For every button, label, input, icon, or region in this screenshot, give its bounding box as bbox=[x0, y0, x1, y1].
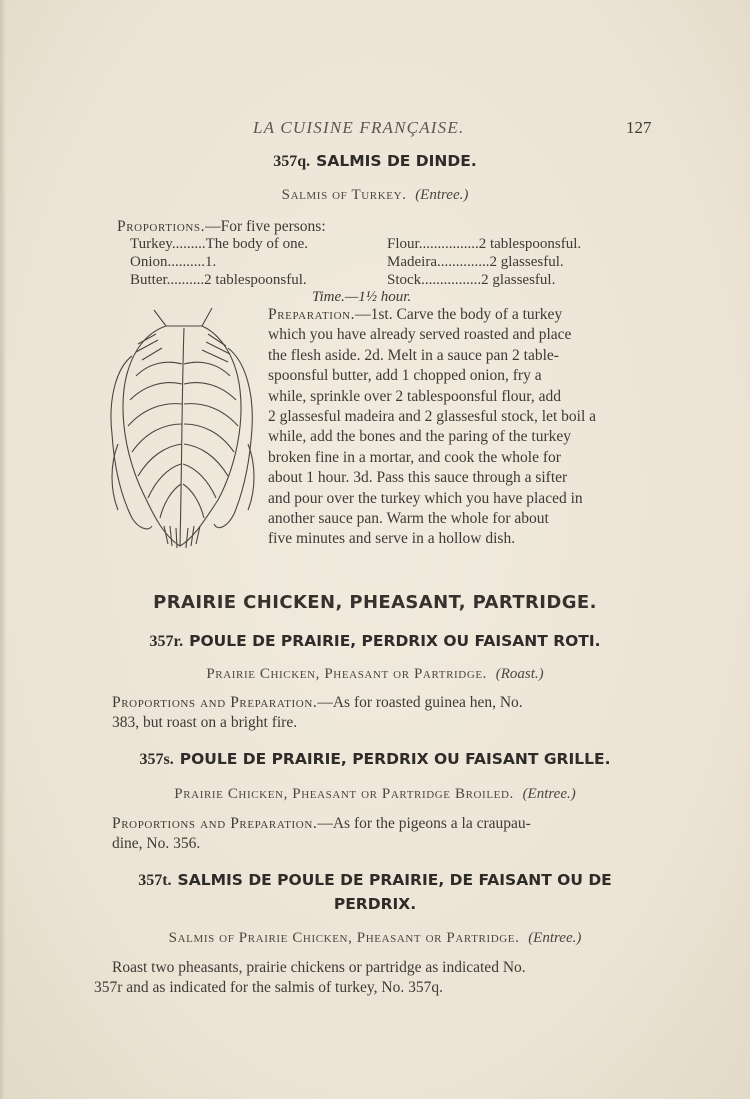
leader-dots: .............. bbox=[436, 254, 490, 270]
preparation-line: 2 glassesful madeira and 2 glassesful stock, let boil a bbox=[268, 408, 597, 426]
recipe-number: 357r. bbox=[149, 633, 184, 650]
recipe-357s-subtitle bbox=[0, 786, 750, 803]
preparation-line: which you have already served roasted and place bbox=[268, 326, 572, 344]
leader-dots: ......... bbox=[171, 236, 206, 252]
course-label: (Roast.) bbox=[495, 666, 544, 682]
body-line: 357r and as indicated for the salmis of turkey, No. 357q. bbox=[94, 979, 443, 997]
subtitle-text: Salmis of Turkey. bbox=[281, 187, 407, 203]
body-text: —As for roasted guinea hen, No. bbox=[317, 694, 523, 711]
body-line: dine, No. 356. bbox=[112, 835, 201, 853]
proportions-line bbox=[117, 217, 326, 238]
preparation-line bbox=[268, 305, 596, 325]
preparation-line: while, sprinkle over 2 tablespoonsful flour, add bbox=[268, 387, 561, 405]
leader-dots: .......... bbox=[167, 254, 205, 270]
preparation-line: another sauce pan. Warm the whole for about bbox=[268, 510, 549, 528]
course-label: (Entree.) bbox=[415, 187, 469, 203]
recipe-title: SALMIS DE DINDE. bbox=[316, 152, 477, 170]
proportions-preparation-label: Proportions and Preparation. bbox=[112, 815, 318, 832]
body-line bbox=[112, 693, 523, 713]
ingredient-qty: 2 glassesful. bbox=[481, 272, 556, 288]
ingredient-name: Turkey bbox=[130, 236, 172, 252]
ingredient-left bbox=[130, 272, 307, 289]
body-line: 383, but roast on a bright fire. bbox=[112, 714, 298, 732]
preparation-line: while, add the bones and the paring of the turkey bbox=[268, 428, 572, 446]
proportions-text: —For five persons: bbox=[205, 218, 326, 235]
ingredient-name: Butter bbox=[130, 272, 167, 288]
running-title: LA CUISINE FRANÇAISE. bbox=[253, 118, 465, 137]
ingredient-qty: 2 tablespoonsful. bbox=[204, 272, 307, 288]
ingredient-qty: 2 glassesful. bbox=[489, 254, 564, 270]
ingredient-name: Madeira bbox=[387, 254, 437, 270]
ingredient-left bbox=[130, 254, 216, 271]
body-line: Roast two pheasants, prairie chickens or partridge as indicated No. bbox=[112, 959, 526, 976]
ingredient-left bbox=[130, 236, 308, 253]
leader-dots: .......... bbox=[166, 272, 205, 288]
ingredient-qty: 2 tablespoonsful. bbox=[478, 236, 582, 252]
body-text: —As for the pigeons a la craupau- bbox=[317, 815, 531, 832]
preparation-paragraph bbox=[268, 305, 596, 550]
preparation-line: the flesh aside. 2d. Melt in a sauce pan 2 table- bbox=[268, 346, 559, 364]
subtitle-text: Prairie Chicken, Pheasant or Partridge. bbox=[206, 666, 488, 682]
recipe-357r-heading bbox=[0, 632, 750, 651]
recipe-number: 357t. bbox=[138, 872, 172, 889]
ingredient-right bbox=[387, 254, 564, 271]
ingredient-right bbox=[387, 236, 581, 253]
preparation-line: and pour over the turkey which you have placed in bbox=[268, 489, 583, 507]
course-label: (Entree.) bbox=[528, 930, 582, 946]
recipe-title: POULE DE PRAIRIE, PERDRIX OU FAISANT GRILLE. bbox=[179, 750, 611, 768]
ingredient-right bbox=[387, 272, 555, 289]
subtitle-text: Salmis of Prairie Chicken, Pheasant or Partridge. bbox=[168, 930, 520, 946]
recipe-357q-heading bbox=[0, 152, 750, 171]
recipe-357r-subtitle bbox=[0, 666, 750, 683]
ingredient-name: Stock bbox=[387, 272, 422, 288]
carved-turkey-engraving-icon bbox=[102, 304, 262, 554]
ingredient-qty: The body of one. bbox=[205, 236, 309, 252]
body-line bbox=[112, 814, 531, 834]
proportions-label: Proportions. bbox=[117, 218, 206, 235]
preparation-line: five minutes and serve in a hollow dish. bbox=[268, 530, 516, 548]
preparation-line: spoonsful butter, add 1 chopped onion, fry a bbox=[268, 367, 542, 385]
ingredient-name: Flour bbox=[387, 236, 419, 252]
preparation-text: —1st. Carve the body of a turkey bbox=[355, 306, 563, 323]
ingredient-name: Onion bbox=[130, 254, 168, 270]
subtitle-text: Prairie Chicken, Pheasant or Partridge Broiled. bbox=[174, 786, 514, 802]
recipe-title: POULE DE PRAIRIE, PERDRIX OU FAISANT ROTI. bbox=[189, 632, 601, 650]
running-head bbox=[0, 118, 750, 140]
preparation-line: broken fine in a mortar, and cook the whole for bbox=[268, 448, 561, 466]
recipe-357t-heading-continued: PERDRIX. bbox=[333, 895, 417, 913]
section-heading: PRAIRIE CHICKEN, PHEASANT, PARTRIDGE. bbox=[153, 592, 597, 613]
ingredient-qty: 1. bbox=[205, 254, 217, 270]
preparation-line: about 1 hour. 3d. Pass this sauce through a sifter bbox=[268, 469, 568, 487]
leader-dots: ................ bbox=[418, 236, 479, 252]
recipe-number: 357q. bbox=[273, 153, 311, 170]
recipe-357t-body bbox=[94, 958, 526, 999]
recipe-357t-heading bbox=[0, 871, 750, 890]
page-number: 127 bbox=[626, 118, 652, 137]
recipe-357r-body bbox=[112, 693, 523, 734]
proportions-preparation-label: Proportions and Preparation. bbox=[112, 694, 318, 711]
recipe-357s-heading bbox=[0, 750, 750, 769]
course-label: (Entree.) bbox=[522, 786, 576, 802]
cooking-time: Time.—1½ hour. bbox=[312, 289, 412, 305]
recipe-357s-body bbox=[112, 814, 531, 855]
recipe-number: 357s. bbox=[139, 751, 174, 768]
leader-dots: ................ bbox=[421, 272, 482, 288]
recipe-title: SALMIS DE POULE DE PRAIRIE, DE FAISANT OU DE bbox=[177, 871, 612, 889]
preparation-label: Preparation. bbox=[268, 306, 356, 323]
recipe-357t-subtitle bbox=[0, 930, 750, 947]
recipe-357q-subtitle bbox=[0, 187, 750, 204]
